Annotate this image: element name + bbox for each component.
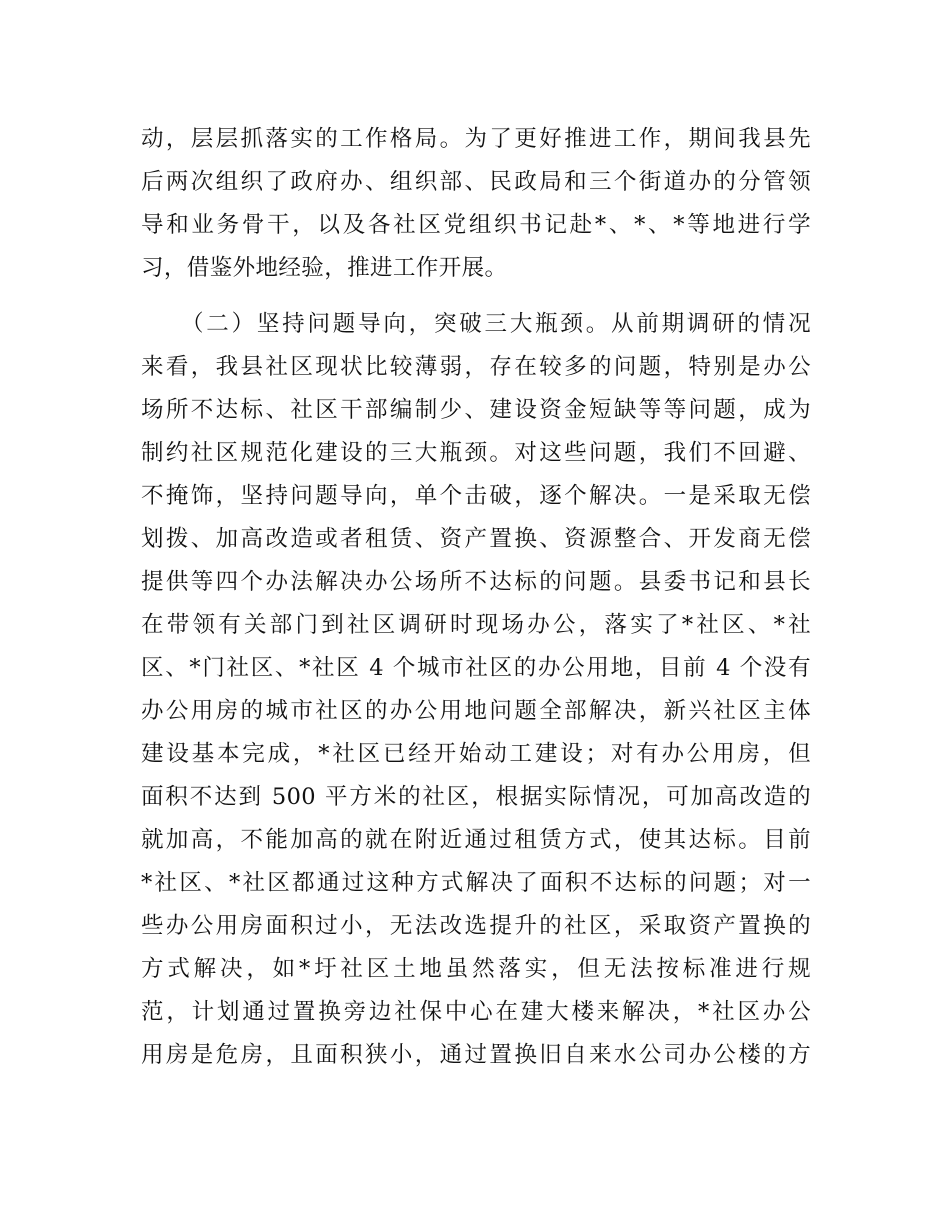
text-line: 范，计划通过置换旁边社保中心在建大楼来解决，*社区办公: [141, 999, 811, 1025]
text-line: （二）坚持问题导向，突破三大瓶颈。从前期调研的情况: [181, 311, 811, 337]
text-line: 面积不达到 500 平方米的社区，根据实际情况，可加高改造的: [141, 784, 811, 810]
text-line: 场所不达标、社区干部编制少、建设资金短缺等等问题，成为: [141, 397, 811, 423]
paragraph-spacer: [141, 290, 811, 303]
text-line: 不掩饰，坚持问题导向，单个击破，逐个解决。一是采取无偿: [141, 483, 811, 509]
text-line: 区、*门社区、*社区 4 个城市社区的办公用地，目前 4 个没有: [141, 655, 811, 681]
text-line: 划拨、加高改造或者租赁、资产置换、资源整合、开发商无偿: [141, 526, 811, 552]
text-line: 在带领有关部门到社区调研时现场办公，落实了*社区、*社: [141, 612, 811, 638]
text-line: 导和业务骨干，以及各社区党组织书记赴*、*、*等地进行学: [141, 212, 811, 238]
text-line: 些办公用房面积过小，无法改选提升的社区，采取资产置换的: [141, 913, 811, 939]
paragraph-2: [141, 303, 811, 1077]
text-line: 后两次组织了政府办、组织部、民政局和三个街道办的分管领: [141, 169, 811, 195]
text-line: 提供等四个办法解决办公场所不达标的问题。县委书记和县长: [141, 569, 811, 595]
text-line: 制约社区规范化建设的三大瓶颈。对这些问题，我们不回避、: [141, 440, 811, 466]
text-line: 就加高，不能加高的就在附近通过租赁方式，使其达标。目前: [141, 827, 811, 853]
text-line: 方式解决，如*圩社区土地虽然落实，但无法按标准进行规: [141, 956, 811, 982]
paragraph-1: [141, 118, 811, 290]
text-line: 建设基本完成，*社区已经开始动工建设；对有办公用房，但: [141, 741, 811, 767]
text-line: 习，借鉴外地经验，推进工作开展。: [141, 255, 508, 281]
text-line: *社区、*社区都通过这种方式解决了面积不达标的问题；对一: [141, 870, 811, 896]
text-line: 办公用房的城市社区的办公用地问题全部解决，新兴社区主体: [141, 698, 811, 724]
text-line: 动，层层抓落实的工作格局。为了更好推进工作，期间我县先: [141, 126, 811, 152]
text-line: 用房是危房，且面积狭小，通过置换旧自来水公司办公楼的方: [141, 1042, 811, 1068]
text-line: 来看，我县社区现状比较薄弱，存在较多的问题，特别是办公: [141, 354, 811, 380]
document-body: [141, 118, 811, 1077]
